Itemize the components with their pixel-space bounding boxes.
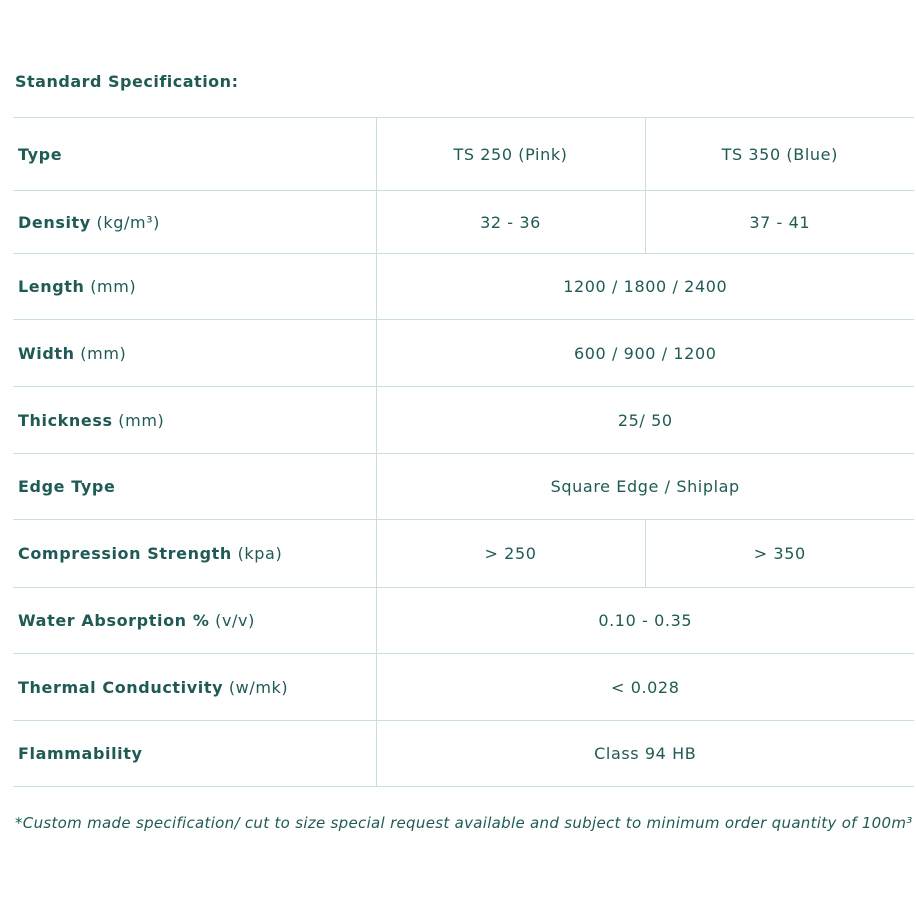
cell-ts350: > 350 [645,520,914,588]
row-label-name: Thickness [18,410,113,430]
row-label-name: Length [18,277,85,296]
cell-shared: 600 / 900 / 1200 [376,320,914,387]
row-label-unit: (w/mk) [223,677,289,697]
row-label-unit: (v/v) [209,611,255,630]
row-label-unit: (mm) [74,343,127,363]
cell-shared: Class 94 HB [376,721,914,787]
row-label-name: Width [18,343,75,363]
table-row-width [13,320,914,387]
table-row-density [13,191,914,254]
row-label [13,454,376,520]
row-label-name: Edge Type [18,477,116,496]
cell-shared: 25/ 50 [376,387,914,454]
table-row-water-absorption [13,588,914,654]
cell-shared: < 0.028 [376,654,914,721]
table-row-edge-type [13,454,914,520]
row-label [13,387,376,454]
cell-shared: 1200 / 1800 / 2400 [376,254,914,320]
row-label [13,191,376,254]
row-label-name: Type [18,144,63,164]
table-row-flammability [13,721,914,787]
table-row-length [13,254,914,320]
row-label-unit: (mm) [84,277,137,296]
row-label-name: Compression Strength [18,544,232,563]
cell-ts250: > 250 [376,520,645,588]
table-row-type [13,118,914,191]
cell-ts350: TS 350 (Blue) [645,118,914,191]
cell-ts250: 32 - 36 [376,191,645,254]
row-label [13,721,376,787]
row-label-name: Flammability [18,744,143,763]
row-label [13,254,376,320]
row-label [13,520,376,588]
cell-shared: 0.10 - 0.35 [376,588,914,654]
cell-ts250: TS 250 (Pink) [376,118,645,191]
row-label-name: Density [18,212,91,232]
cell-shared: Square Edge / Shiplap [376,454,914,520]
footnote: *Custom made specification/ cut to size special request available and subject to minimum order quantity of 100m³ [15,814,913,832]
row-label-name: Water Absorption % [18,611,210,630]
row-label [13,320,376,387]
cell-ts350: 37 - 41 [645,191,914,254]
table-row-thermal-conductivity [13,654,914,721]
row-label [13,118,376,191]
row-label-unit: (mm) [112,410,165,430]
row-label [13,588,376,654]
specification-table [13,117,914,787]
table-row-compression-strength [13,520,914,588]
row-label-unit: (kpa) [231,544,283,563]
row-label [13,654,376,721]
row-label-name: Thermal Conductivity [18,677,224,697]
page-title: Standard Specification: [15,72,239,91]
table-row-thickness [13,387,914,454]
row-label-unit: (kg/m³) [90,212,160,232]
